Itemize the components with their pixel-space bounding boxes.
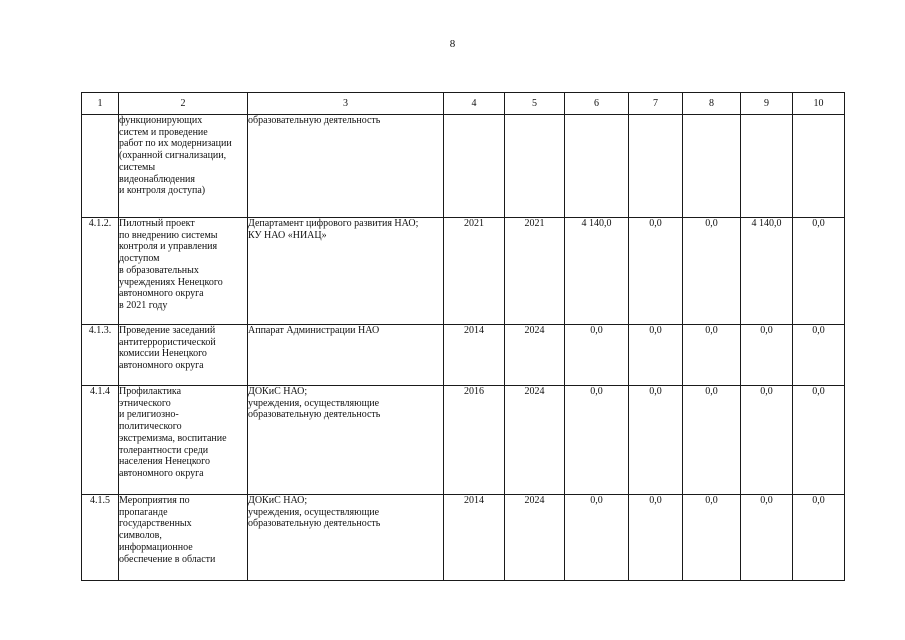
start-year: 2014 bbox=[444, 325, 505, 386]
column-header: 1 bbox=[82, 93, 119, 115]
column-header: 5 bbox=[505, 93, 565, 115]
value-col-6: 0,0 bbox=[565, 386, 629, 495]
value-col-8 bbox=[683, 115, 741, 218]
column-header: 7 bbox=[629, 93, 683, 115]
end-year: 2024 bbox=[505, 495, 565, 581]
value-col-6 bbox=[565, 115, 629, 218]
column-header: 4 bbox=[444, 93, 505, 115]
value-col-9: 0,0 bbox=[741, 325, 793, 386]
value-col-7: 0,0 bbox=[629, 495, 683, 581]
value-col-8: 0,0 bbox=[683, 218, 741, 325]
value-col-6: 0,0 bbox=[565, 325, 629, 386]
value-col-10: 0,0 bbox=[793, 325, 845, 386]
value-col-10 bbox=[793, 115, 845, 218]
end-year: 2024 bbox=[505, 386, 565, 495]
value-col-9: 0,0 bbox=[741, 386, 793, 495]
value-col-10: 0,0 bbox=[793, 495, 845, 581]
column-header: 3 bbox=[248, 93, 444, 115]
table-row bbox=[82, 386, 845, 495]
measure-name: Мероприятия по пропаганде государственных символов, информационное обеспечение в области bbox=[119, 495, 216, 565]
column-header: 9 bbox=[741, 93, 793, 115]
executor: ДОКиС НАО; учреждения, осуществляющие образовательную деятельность bbox=[248, 386, 381, 421]
value-col-6: 4 140,0 bbox=[565, 218, 629, 325]
value-col-8: 0,0 bbox=[683, 386, 741, 495]
column-header: 8 bbox=[683, 93, 741, 115]
value-col-7 bbox=[629, 115, 683, 218]
start-year bbox=[444, 115, 505, 218]
table-row bbox=[82, 495, 845, 581]
start-year: 2014 bbox=[444, 495, 505, 581]
value-col-7: 0,0 bbox=[629, 386, 683, 495]
program-table bbox=[81, 92, 845, 581]
column-header: 2 bbox=[119, 93, 248, 115]
value-col-6: 0,0 bbox=[565, 495, 629, 581]
end-year bbox=[505, 115, 565, 218]
column-header: 6 bbox=[565, 93, 629, 115]
measure-name: Профилактика этнического и религиозно- политического экстремизма, воспитание толерантности среди населения Ненецкого автономного округа bbox=[119, 386, 227, 479]
value-col-9: 4 140,0 bbox=[741, 218, 793, 325]
value-col-9: 0,0 bbox=[741, 495, 793, 581]
measure-name: Проведение заседаний антитеррористической комиссии Ненецкого автономного округа bbox=[119, 325, 216, 372]
value-col-7: 0,0 bbox=[629, 218, 683, 325]
value-col-10: 0,0 bbox=[793, 386, 845, 495]
table-row bbox=[82, 218, 845, 325]
row-index: 4.1.3. bbox=[82, 325, 119, 386]
value-col-10: 0,0 bbox=[793, 218, 845, 325]
table-row bbox=[82, 115, 845, 218]
row-index: 4.1.5 bbox=[82, 495, 119, 581]
row-index: 4.1.4 bbox=[82, 386, 119, 495]
row-index: 4.1.2. bbox=[82, 218, 119, 325]
executor: образовательную деятельность bbox=[248, 115, 381, 126]
value-col-9 bbox=[741, 115, 793, 218]
table-row bbox=[82, 325, 845, 386]
start-year: 2021 bbox=[444, 218, 505, 325]
column-header: 10 bbox=[793, 93, 845, 115]
end-year: 2021 bbox=[505, 218, 565, 325]
header-row bbox=[82, 93, 845, 115]
executor: Департамент цифрового развития НАО; КУ НАО «НИАЦ» bbox=[248, 218, 419, 241]
start-year: 2016 bbox=[444, 386, 505, 495]
measure-name: Пилотный проект по внедрению системы контроля и управления доступом в образовательных учреждениях Ненецкого автономного округа в 2021 году bbox=[119, 218, 223, 311]
end-year: 2024 bbox=[505, 325, 565, 386]
value-col-8: 0,0 bbox=[683, 495, 741, 581]
executor: ДОКиС НАО; учреждения, осуществляющие образовательную деятельность bbox=[248, 495, 381, 530]
value-col-7: 0,0 bbox=[629, 325, 683, 386]
measure-name: функционирующих систем и проведение работ по их модернизации (охранной сигнализации, системы видеонаблюдения и контроля доступа) bbox=[119, 115, 232, 197]
value-col-8: 0,0 bbox=[683, 325, 741, 386]
page-number: 8 bbox=[449, 38, 456, 50]
row-index bbox=[82, 115, 119, 218]
executor: Аппарат Администрации НАО bbox=[248, 325, 380, 336]
